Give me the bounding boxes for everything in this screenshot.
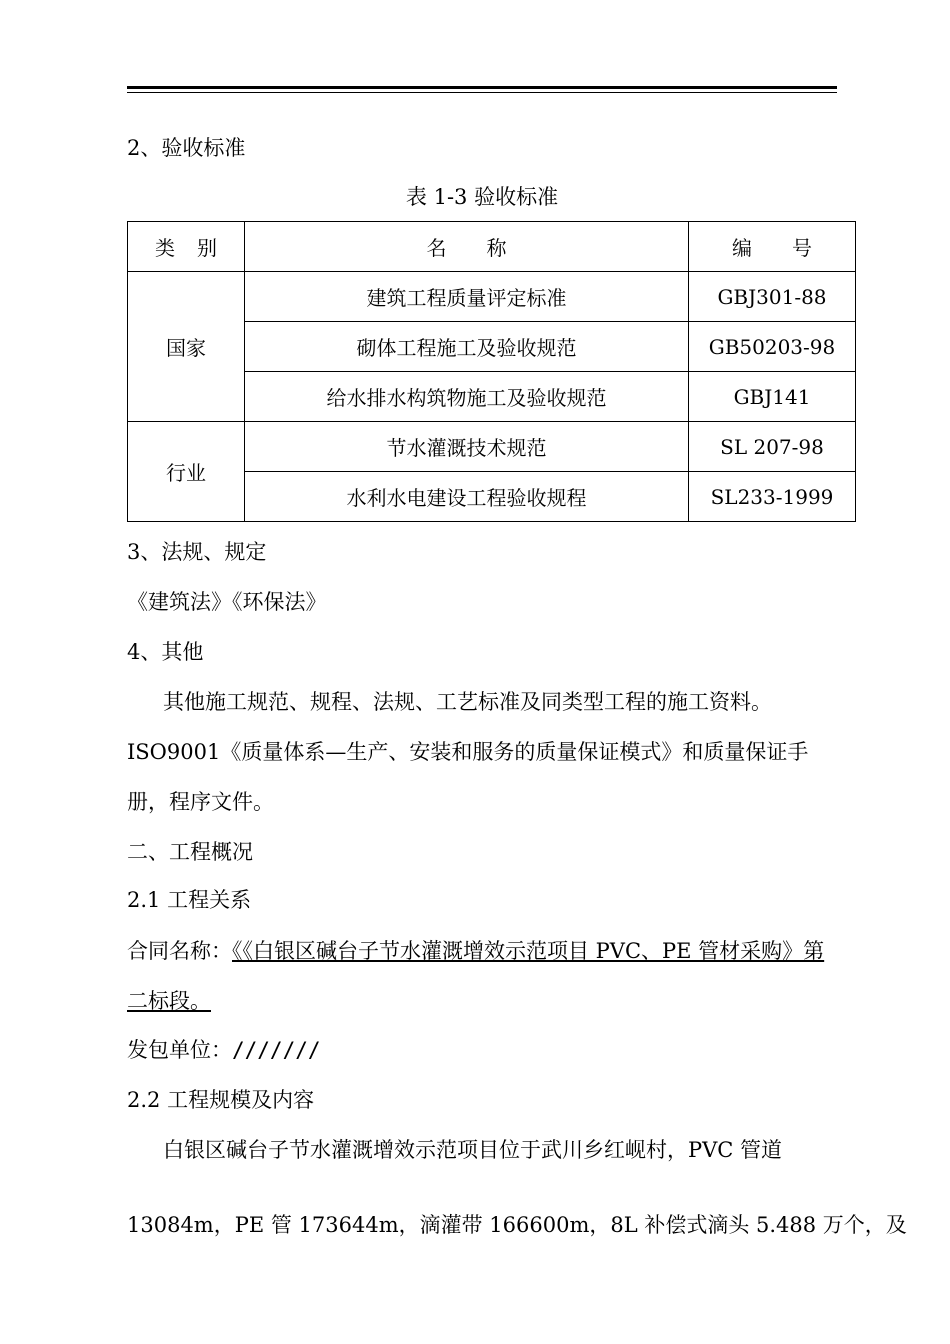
header-rule-thin (127, 92, 837, 93)
chapter-heading-2: 二、工程概况 (127, 840, 253, 864)
laws-list: 《建筑法》《环保法》 (127, 590, 327, 614)
table-header-row (128, 222, 856, 272)
section-heading-2-2: 2.2 工程规模及内容 (127, 1088, 315, 1112)
other-paragraph-2-line-1: ISO9001《质量体系—生产、安装和服务的质量保证模式》和质量保证手 (127, 740, 809, 764)
contract-line-1 (127, 938, 824, 964)
section-heading-3: 3、法规、规定 (127, 540, 267, 564)
employer-line (127, 1037, 321, 1063)
section-heading-4: 4、其他 (127, 640, 204, 664)
contract-value: 《《白银区碱台子节水灌溉增效示范项目 PVC、PE 管材采购》第 (232, 939, 825, 963)
contract-line-2: 二标段。 (127, 989, 211, 1013)
employer-label: 发包单位： (127, 1038, 232, 1062)
standard-code: SL 207-98 (689, 422, 856, 472)
standard-name: 砌体工程施工及验收规范 (245, 322, 689, 372)
table-row (128, 422, 856, 472)
standard-code: GBJ141 (689, 372, 856, 422)
scope-paragraph-line-1: 白银区碱台子节水灌溉增效示范项目位于武川乡红岘村，PVC 管道 (163, 1138, 783, 1162)
header-code: 编号 (689, 222, 856, 272)
standard-name: 给水排水构筑物施工及验收规范 (245, 372, 689, 422)
header-rule-thick (127, 86, 837, 89)
other-paragraph-1: 其他施工规范、规程、法规、工艺标准及同类型工程的施工资料。 (163, 690, 772, 714)
header-name: 名称 (245, 222, 689, 272)
standard-name: 水利水电建设工程验收规程 (245, 472, 689, 522)
section-heading-2-1: 2.1 工程关系 (127, 888, 252, 912)
table-caption: 表 1-3 验收标准 (405, 185, 559, 209)
scope-paragraph-line-2: 13084m，PE 管 173644m，滴灌带 166600m，8L 补偿式滴头 5.488 万个，及 (127, 1213, 907, 1237)
standard-name: 节水灌溉技术规范 (245, 422, 689, 472)
standard-code: SL233-1999 (689, 472, 856, 522)
acceptance-standards-table (127, 221, 856, 522)
category-industry: 行业 (128, 422, 245, 522)
other-paragraph-2-line-2: 册，程序文件。 (127, 790, 274, 814)
standard-code: GBJ301-88 (689, 272, 856, 322)
contract-label: 合同名称： (127, 939, 232, 963)
standard-code: GB50203-98 (689, 322, 856, 372)
standard-name: 建筑工程质量评定标准 (245, 272, 689, 322)
category-national: 国家 (128, 272, 245, 422)
table-row (128, 272, 856, 322)
employer-value: /////// (232, 1038, 321, 1062)
header-category: 类别 (128, 222, 245, 272)
section-heading-2: 2、验收标准 (127, 136, 246, 160)
